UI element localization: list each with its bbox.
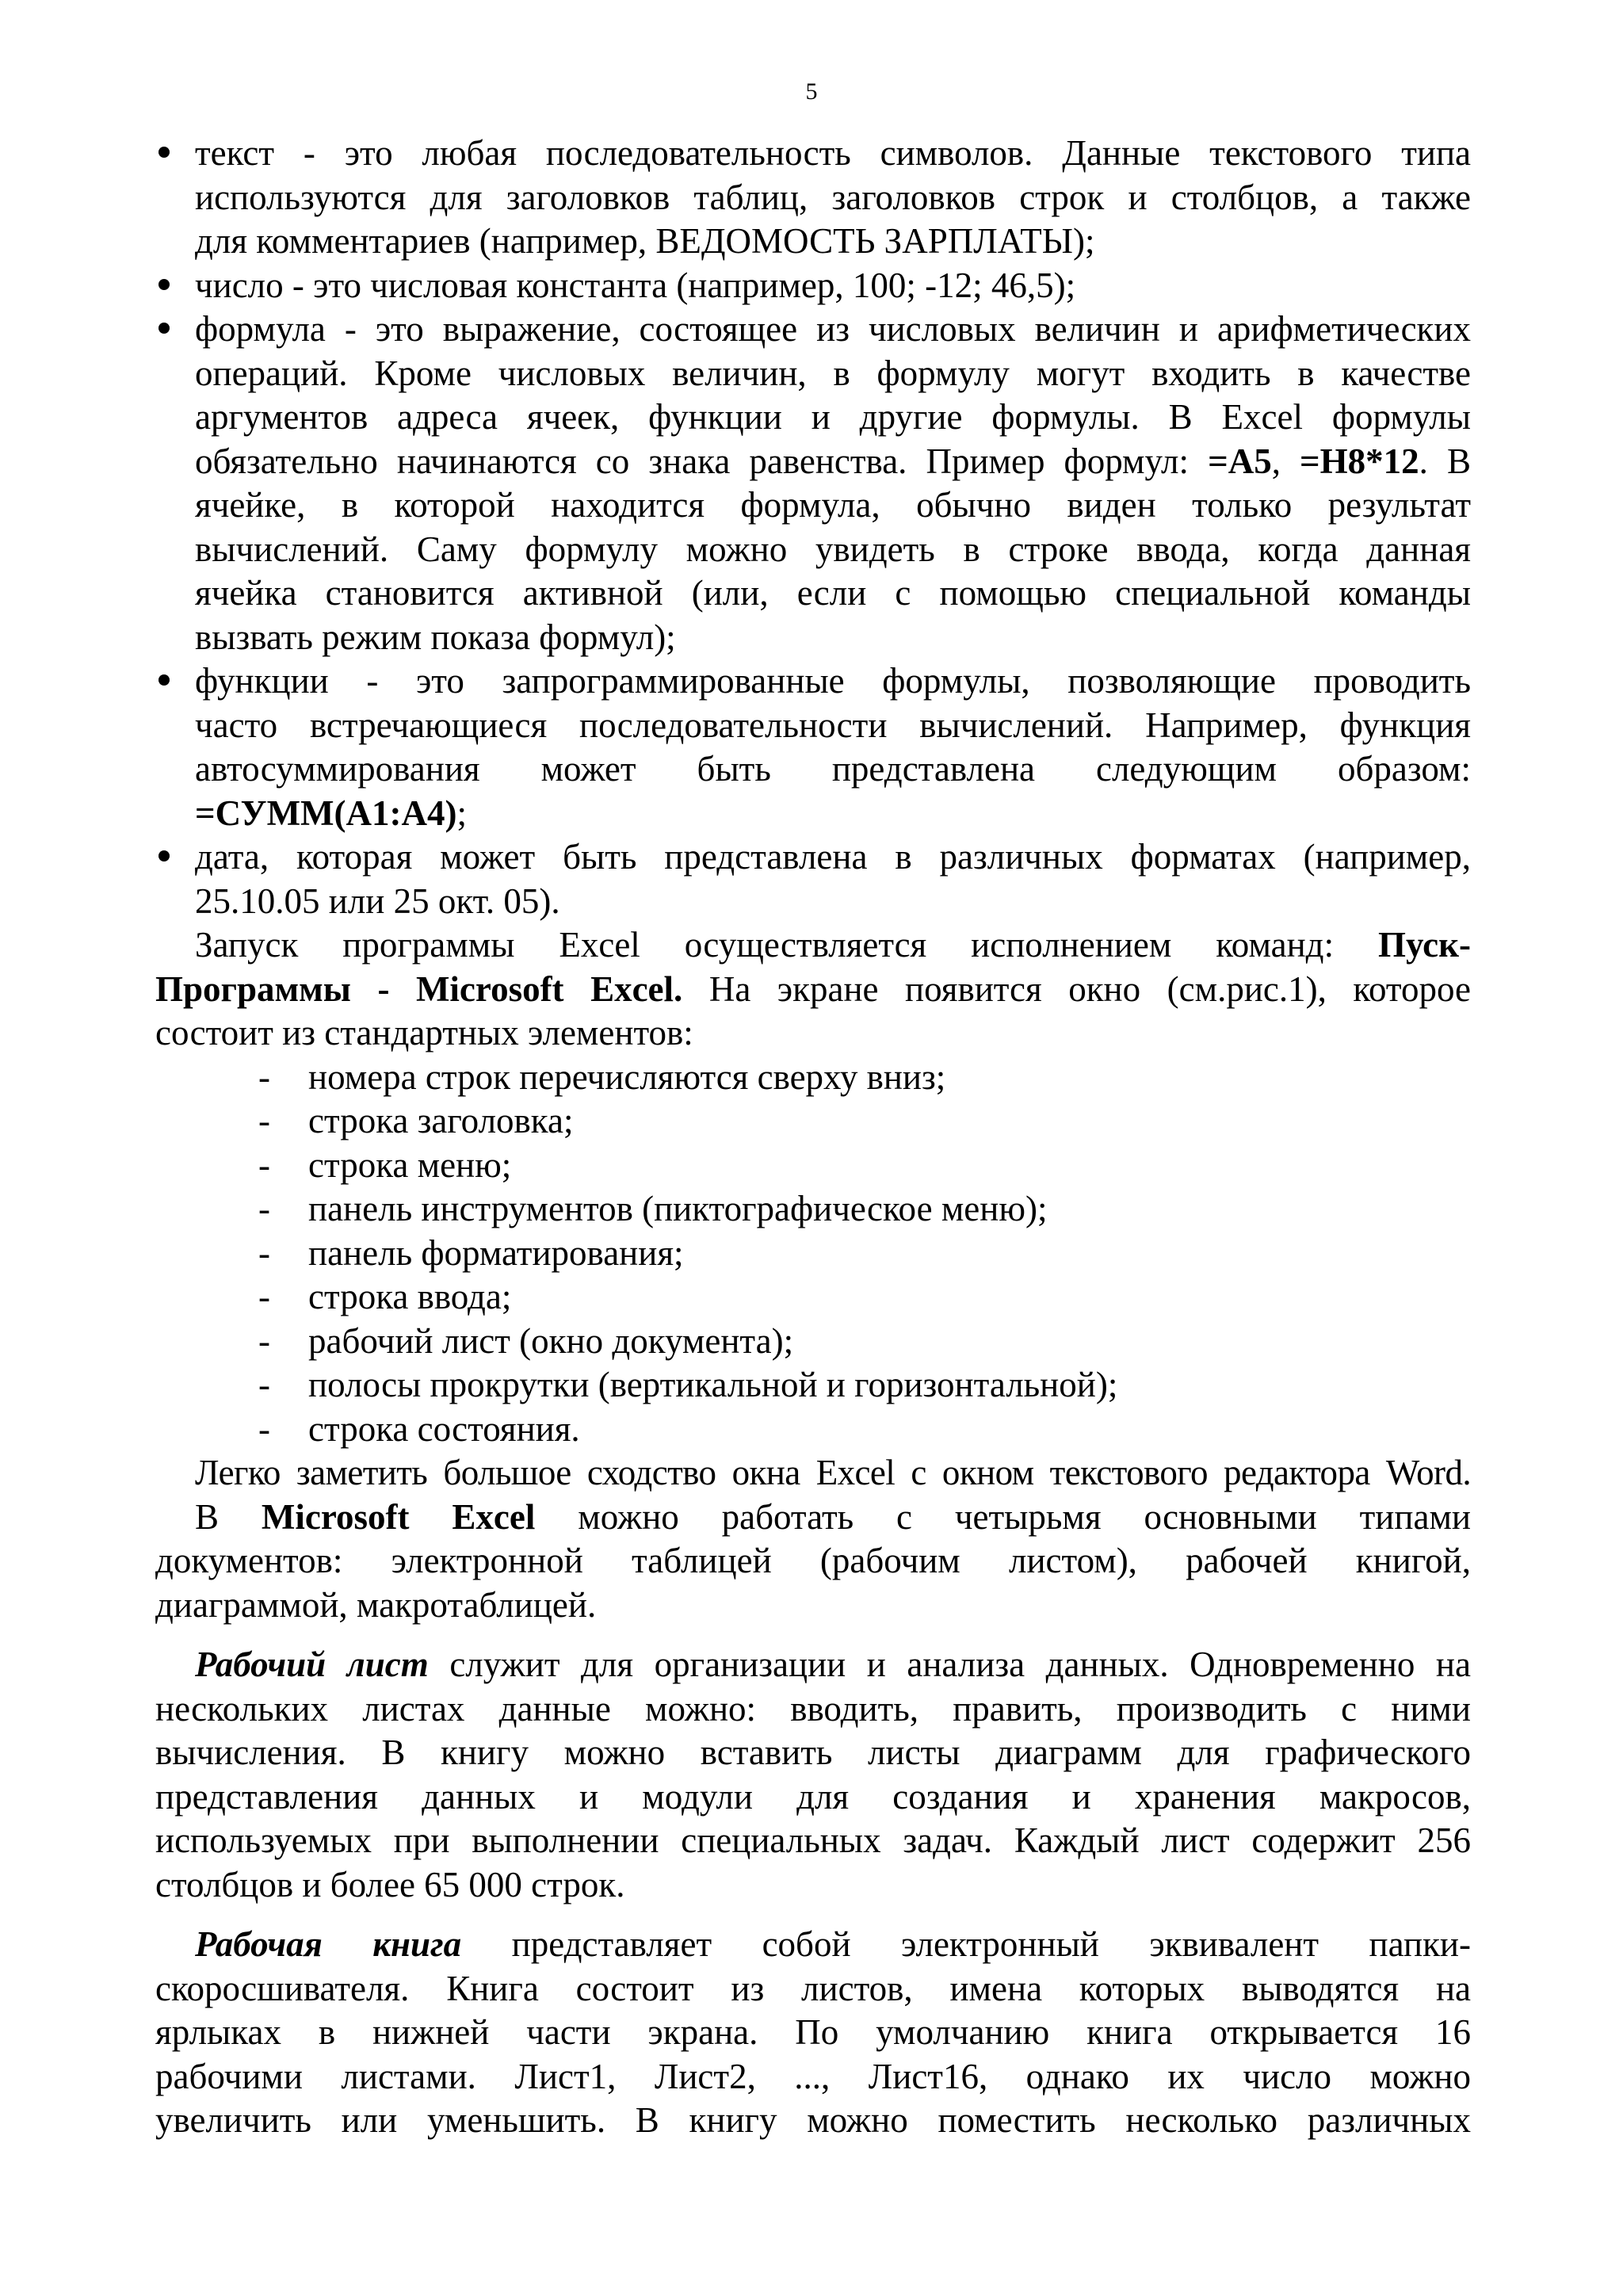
text-fragment: представляет собой электронный эквивалент папки- — [461, 1924, 1471, 1964]
text-line: нескольких листах данные можно: вводить, править, производить с ними — [155, 1688, 1471, 1729]
function-example-line — [195, 792, 1471, 836]
formula-example: =A5 — [1208, 441, 1272, 481]
text-fragment: . В — [1419, 441, 1471, 481]
list-item: - строка состояния. — [258, 1408, 1471, 1452]
term: Рабочий лист — [195, 1645, 429, 1684]
text-line: вычислений. Саму формулу можно увидеть в строке ввода, когда данная — [195, 529, 1471, 569]
text-line: автосуммирования может быть представлена следующим образом: — [195, 749, 1471, 789]
bullet-item-date — [155, 835, 1471, 923]
list-item: - рабочий лист (окно документа); — [258, 1320, 1471, 1364]
text-line: вызвать режим показа формул); — [195, 617, 676, 657]
menu-command: Программы - Microsoft Excel. — [155, 968, 683, 1009]
list-item: - строка меню; — [258, 1144, 1471, 1188]
text-line: функции - это запрограммированные формулы, позволяющие проводить — [195, 661, 1471, 701]
product-name: Microsoft Excel — [261, 1496, 536, 1537]
text-fragment: ; — [456, 793, 467, 833]
list-item: - номера строк перечисляются сверху вниз; — [258, 1056, 1471, 1100]
text-line: формула - это выражение, состоящее из числовых величин и арифметических — [195, 309, 1471, 349]
list-item: - полосы прокрутки (вертикальной и горизонтальной); — [258, 1363, 1471, 1408]
text-line: используемых при выполнении специальных задач. Каждый лист содержит 256 — [155, 1820, 1471, 1860]
text-line: используются для заголовков таблиц, заголовков строк и столбцов, а также — [195, 177, 1471, 217]
text-line: документов: электронной таблицей (рабочим листом), рабочей книгой, — [155, 1541, 1471, 1580]
text-line — [155, 1496, 1471, 1540]
text-line: ячейке, в которой находится формула, обычно виден только результат — [195, 485, 1471, 525]
text-fragment: На экране появится окно (см.рис.1), которое — [682, 968, 1471, 1009]
window-elements-list — [155, 1056, 1471, 1452]
text-fragment: можно работать с четырьмя основными типами — [535, 1496, 1472, 1537]
text-line: диаграммой, макротаблицей. — [155, 1584, 597, 1625]
text-line: текст - это любая последовательность символов. Данные текстового типа — [195, 133, 1471, 173]
list-item: - строка заголовка; — [258, 1099, 1471, 1144]
data-types-list — [155, 132, 1471, 923]
term: Рабочая книга — [195, 1924, 462, 1964]
text-line: состоит из стандартных элементов: — [155, 1013, 693, 1052]
text-fragment: обязательно начинаются со знака равенства. Пример формул: — [195, 441, 1209, 481]
workbook-paragraph — [155, 1923, 1471, 2143]
text-line: операций. Кроме числовых величин, в формулу могут входить в качестве — [195, 353, 1471, 393]
text-line: 25.10.05 или 25 окт. 05). — [195, 881, 560, 921]
function-example: =СУММ(A1:A4) — [195, 793, 457, 833]
text-line: дата, которая может быть представлена в различных форматах (например, — [195, 837, 1471, 877]
text-line — [155, 1923, 1471, 1967]
page-number: 5 — [805, 78, 818, 105]
text-line: ячейка становится активной (или, если с помощью специальной команды — [195, 573, 1471, 613]
bullet-item-number — [155, 264, 1471, 308]
text-line: для комментариев (например, ВЕДОМОСТЬ ЗАРПЛАТЫ); — [195, 221, 1095, 261]
text-line: представления данных и модули для создания и хранения макросов, — [155, 1776, 1471, 1817]
text-line — [155, 1643, 1471, 1687]
text-line: скоросшивателя. Книга состоит из листов, имена которых выводятся на — [155, 1968, 1471, 2008]
page-content — [155, 132, 1471, 2143]
bullet-item-functions — [155, 659, 1471, 835]
text-fragment: , — [1271, 441, 1300, 481]
document-types-paragraph — [155, 1496, 1471, 1628]
text-line: увеличить или уменьшить. В книгу можно поместить несколько различных — [155, 2100, 1471, 2140]
menu-command: Пуск- — [1377, 925, 1471, 965]
text-line: рабочими листами. Лист1, Лист2, ..., Лист16, однако их число можно — [155, 2056, 1471, 2096]
worksheet-paragraph — [155, 1643, 1471, 1907]
launch-paragraph — [155, 923, 1471, 1056]
text-line: аргументов адреса ячеек, функции и другие формулы. В Excel формулы — [195, 397, 1471, 437]
text-line: часто встречающиеся последовательности вычислений. Например, функция — [195, 705, 1471, 745]
text-line — [155, 923, 1471, 968]
formula-example-line — [195, 440, 1471, 484]
text-line — [155, 968, 1471, 1012]
list-item: - панель форматирования; — [258, 1232, 1471, 1276]
text-fragment: В — [195, 1496, 262, 1537]
bullet-item-text — [155, 132, 1471, 264]
text-line: ярлыках в нижней части экрана. По умолчанию книга открывается 16 — [155, 2012, 1471, 2052]
text-line: число - это числовая константа (например, 100; -12; 46,5); — [195, 265, 1076, 305]
text-line: вычисления. В книгу можно вставить листы диаграмм для графического — [155, 1733, 1471, 1772]
text-line: столбцов и более 65 000 строк. — [155, 1864, 625, 1904]
bullet-item-formula — [155, 308, 1471, 659]
similarity-paragraph: Легко заметить большое сходство окна Excel с окном текстового редактора Word. — [195, 1453, 1471, 1492]
list-item: - строка ввода; — [258, 1275, 1471, 1320]
text-fragment: Запуск программы Excel осуществляется исполнением команд: — [195, 925, 1378, 965]
formula-example: =H8*12 — [1300, 441, 1419, 481]
text-fragment: служит для организации и анализа данных. Одновременно на — [428, 1645, 1471, 1684]
list-item: - панель инструментов (пиктографическое меню); — [258, 1187, 1471, 1232]
